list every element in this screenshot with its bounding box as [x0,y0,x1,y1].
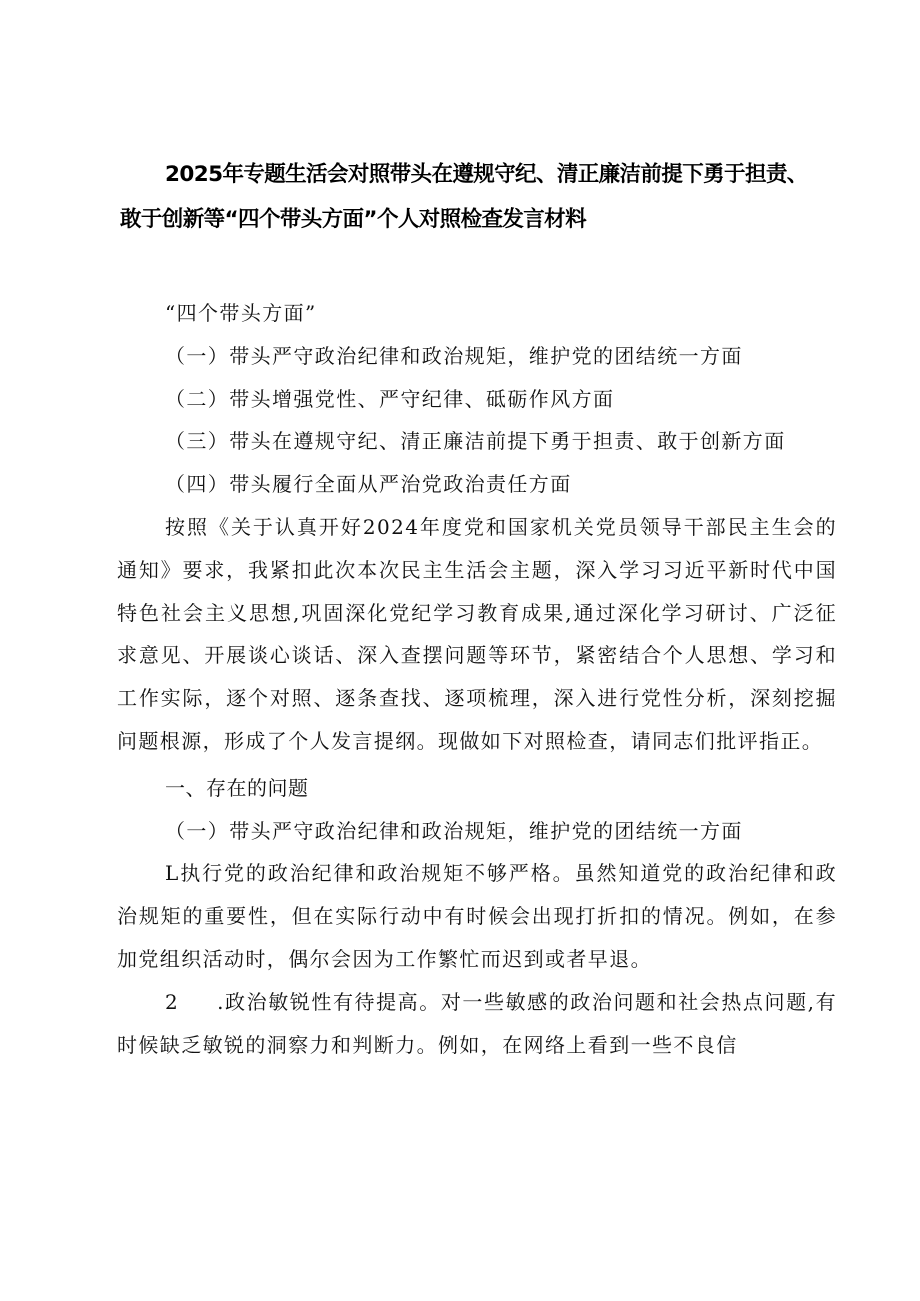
title-line-1: 2025年专题生活会对照带头在遵规守纪、清正廉洁前提下勇于担责、 [165,162,808,187]
problem-item-1: L执行党的政治纪律和政治规矩不够严格。虽然知道党的政治纪律和政治规矩的重要性，但在实际行动中有时候会出现打折扣的情况。例如，在参加党组织活动时，偶尔会因为工作繁忙而迟到或者早退。 [117,861,837,971]
paragraph-item-4: （四）带头履行全面从严治党政治责任方面 [165,472,572,497]
paragraph-intro: 按照《关于认真开好2024年度党和国家机关党员领导干部民主生会的通知》要求，我紧扣此次本次民主生活会主题，深入学习习近平新时代中国特色社会主义思想,巩固深化党纪学习教育成果,通过深化学习研讨、广泛征求意见、开展谈心谈话、深入查摆问题等环节，紧密结合个人思想、学习和工作实际，逐个对照、逐条查找、逐项梳理，深入进行党性分析，深刻挖掘问题根源，形成了个人发言提纲。现做如下对照检查，请同志们批评指正。 [117,514,837,753]
paragraph-four-leads-heading: “四个带头方面” [165,301,317,325]
problem-item-2-text: .政治敏锐性有待提高。对一些敏感的政治问题和社会热点问题,有时候缺乏敏锐的洞察力和判断力。例如，在网络上看到一些不良信 [117,989,837,1057]
document-title [120,152,865,242]
paragraph-item-2: （二）带头增强党性、严守纪律、砥砺作风方面 [165,386,615,411]
section-heading: 一、存在的问题 [165,775,309,800]
section-subheading-1: （一）带头严守政治纪律和政治规矩，维护党的团结统一方面 [165,818,743,843]
problem-item-2-number: 2 [165,989,180,1014]
paragraph-item-3: （三）带头在遵规守纪、清正廉洁前提下勇于担责、敢于创新方面 [165,429,786,454]
paragraph-item-1: （一）带头严守政治纪律和政治规矩，维护党的团结统一方面 [165,343,743,368]
title-line-2: 敢于创新等“四个带头方面”个人对照检查发言材料 [120,207,586,232]
document-body [117,292,837,1066]
problem-item-2 [117,981,837,1067]
